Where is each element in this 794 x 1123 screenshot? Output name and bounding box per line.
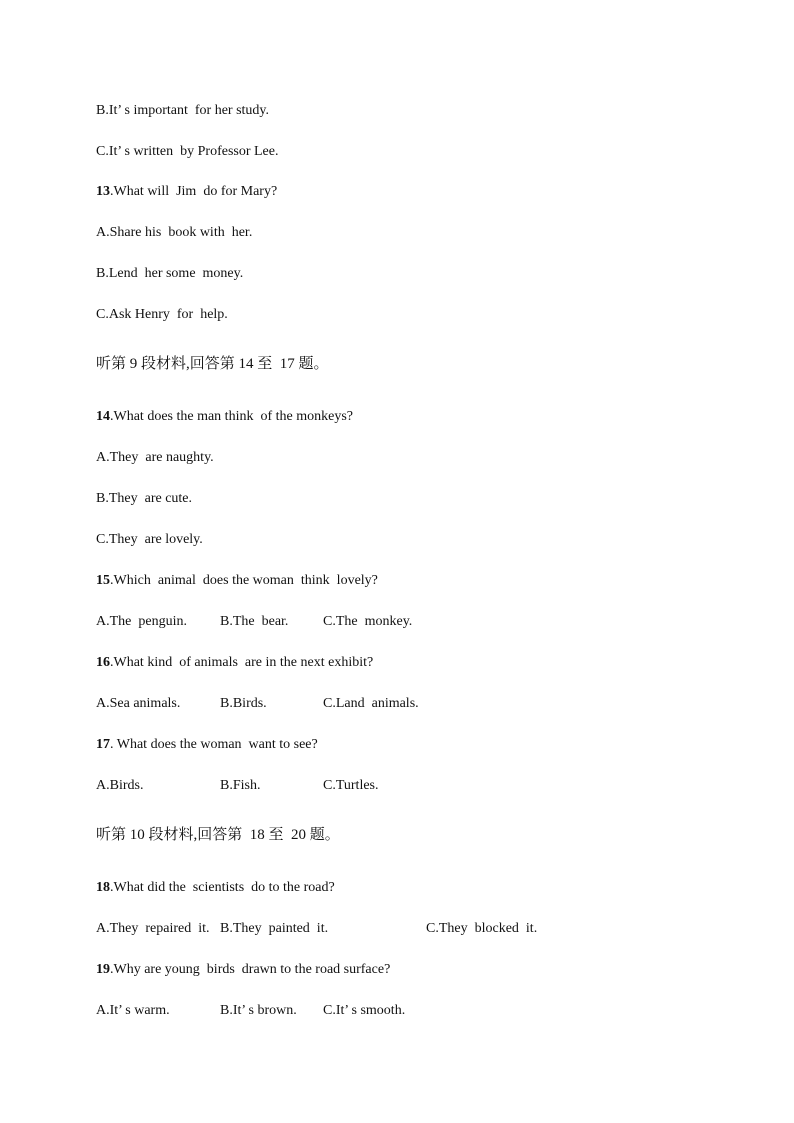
question-number: 15 (96, 573, 110, 588)
q14-option-b: B.They are cute. (96, 491, 193, 506)
question-15 (96, 572, 378, 590)
q18-option-b: B.They painted it. (220, 921, 329, 936)
question-16 (96, 654, 373, 672)
q12-option-b: B.It’ s important for her study. (96, 103, 270, 118)
q15-option-b: B.The bear. (220, 614, 289, 629)
question-number: 19 (96, 962, 110, 977)
question-number: 14 (96, 409, 110, 424)
q12-option-c: C.It’ s written by Professor Lee. (96, 144, 279, 159)
q16-option-c: C.Land animals. (323, 696, 419, 711)
question-18 (96, 879, 335, 897)
q15-option-a: A.The penguin. (96, 614, 187, 629)
q15-option-c: C.The monkey. (323, 614, 413, 629)
q17-option-a: A.Birds. (96, 778, 144, 793)
question-19 (96, 961, 390, 979)
q16-option-b: B.Birds. (220, 696, 267, 711)
q18-option-c: C.They blocked it. (426, 921, 538, 936)
section-9-instruction: 听第 9 段材料,回答第 14 至 17 题。 (96, 356, 329, 372)
q14-option-c: C.They are lovely. (96, 532, 203, 547)
q14-option-a: A.They are naughty. (96, 450, 214, 465)
q16-option-a: A.Sea animals. (96, 696, 181, 711)
q13-option-a: A.Share his book with her. (96, 225, 253, 240)
question-number: 16 (96, 655, 110, 670)
q17-option-b: B.Fish. (220, 778, 261, 793)
q17-option-c: C.Turtles. (323, 778, 379, 793)
question-text: .What did the scientists do to the road? (110, 880, 335, 895)
section-10-instruction: 听第 10 段材料,回答第 18 至 20 题。 (96, 827, 340, 843)
q19-option-c: C.It’ s smooth. (323, 1003, 406, 1018)
question-text: .What does the man think of the monkeys? (110, 409, 353, 424)
question-text: .What will Jim do for Mary? (110, 184, 278, 199)
question-number: 17 (96, 737, 110, 752)
question-text: .Which animal does the woman think lovely? (110, 573, 378, 588)
q19-option-b: B.It’ s brown. (220, 1003, 297, 1018)
question-number: 18 (96, 880, 110, 895)
q18-option-a: A.They repaired it. (96, 921, 210, 936)
question-text: . What does the woman want to see? (110, 737, 318, 752)
question-13 (96, 183, 277, 201)
question-text: .Why are young birds drawn to the road surface? (110, 962, 391, 977)
q19-option-a: A.It’ s warm. (96, 1003, 170, 1018)
question-number: 13 (96, 184, 110, 199)
question-text: .What kind of animals are in the next exhibit? (110, 655, 374, 670)
question-17 (96, 736, 318, 754)
q13-option-b: B.Lend her some money. (96, 266, 244, 281)
question-14 (96, 408, 353, 426)
q13-option-c: C.Ask Henry for help. (96, 307, 228, 322)
